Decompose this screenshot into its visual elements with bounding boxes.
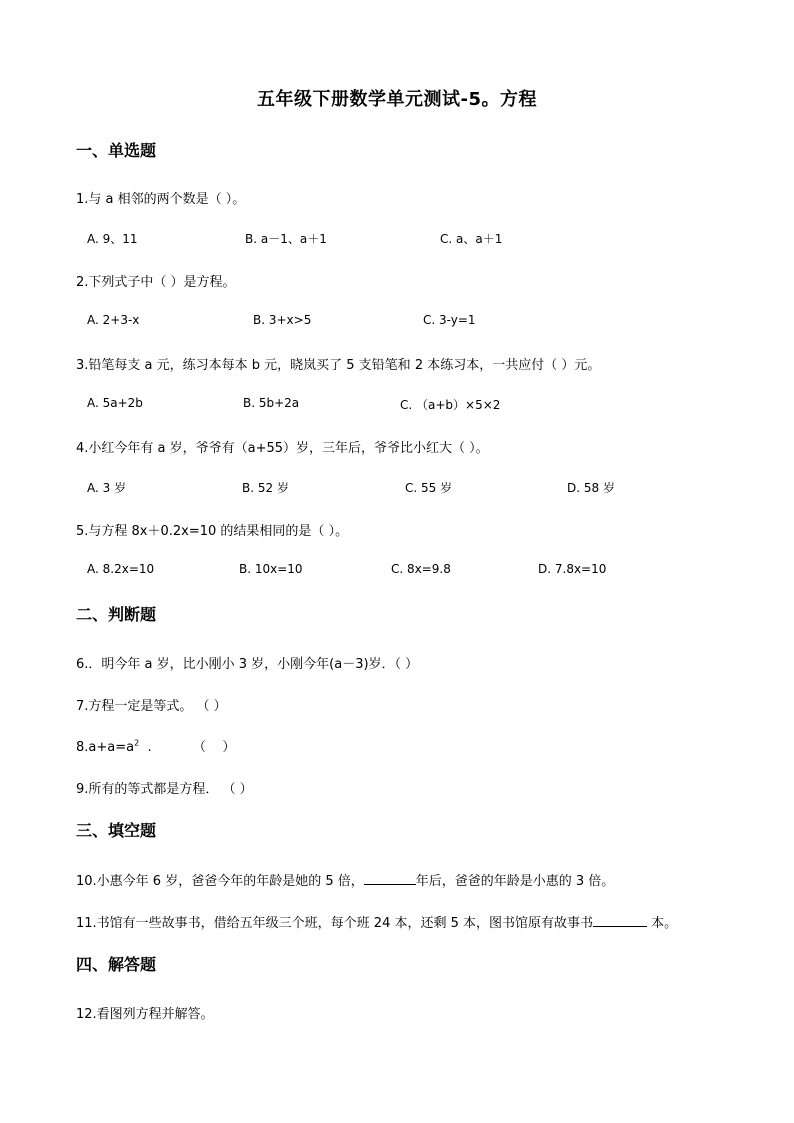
question-12: 12.看图列方程并解答。 [76,1007,214,1022]
section-heading-single-choice: 一、单选题 [76,141,157,160]
question-10 [76,870,614,889]
question-9: 9.所有的等式都是方程． （ ） [76,782,253,797]
question-11 [76,912,677,931]
section-heading-solve: 四、解答题 [76,955,157,974]
question-1-option-b: B. a－1、a＋1 [245,232,327,246]
question-5: 5.与方程 8x＋0.2x=10 的结果相同的是（ ）。 [76,524,349,539]
question-2: 2.下列式子中（ ）是方程。 [76,275,236,290]
question-11-text-end: 本。 [647,916,678,931]
question-1-option-a: A. 9、11 [87,232,138,246]
question-5-option-d: D. 7.8x=10 [538,562,607,576]
question-2-option-c: C. 3-y=1 [423,313,476,327]
question-10-text-end: 年后，爸爸的年龄是小惠的 3 倍。 [415,874,615,889]
question-3-option-b: B. 5b+2a [243,396,300,410]
question-3-option-a: A. 5a+2b [87,396,143,410]
question-3-option-c: C. （a+b）×5×2 [400,398,501,412]
question-8-text-start: 8.a+a=a [76,740,135,755]
question-4-option-d: D. 58 岁 [567,481,615,495]
page-title: 五年级下册数学单元测试-5。方程 [257,89,537,110]
question-4-option-a: A. 3 岁 [87,481,127,495]
question-5-option-c: C. 8x=9.8 [391,562,451,576]
question-7: 7.方程一定是等式。 （ ） [76,699,227,714]
question-2-option-b: B. 3+x>5 [253,313,312,327]
question-1-option-c: C. a、a＋1 [440,232,503,246]
question-5-option-a: A. 8.2x=10 [87,562,155,576]
question-11-answer-blank[interactable] [593,914,647,927]
question-1: 1.与 a 相邻的两个数是（ ）。 [76,192,246,207]
section-heading-true-false: 二、判断题 [76,605,157,624]
question-3: 3.铅笔每支 a 元，练习本每本 b 元，晓岚买了 5 支铅笔和 2 本练习本，一共应付（ ）元。 [76,358,601,373]
section-heading-fill-in: 三、填空题 [76,821,157,840]
question-4-option-b: B. 52 岁 [242,481,289,495]
question-10-text-start: 10.小惠今年 6 岁，爸爸今年的年龄是她的 5 倍， [76,874,364,889]
question-2-option-a: A. 2+3-x [87,313,140,327]
question-4: 4.小红今年有 a 岁，爷爷有（a+55）岁，三年后，爷爷比小红大（ ）。 [76,441,489,456]
question-8-exponent: 2 [134,738,140,748]
question-11-text-start: 11.书馆有一些故事书，借给五年级三个班，每个班 24 本，还剩 5 本，图书馆原有故事书 [76,916,594,931]
question-6: 6.．明今年 a 岁，比小刚小 3 岁，小刚今年(a－3)岁．（ ） [76,657,419,672]
question-5-option-b: B. 10x=10 [239,562,303,576]
question-10-answer-blank[interactable] [364,872,416,885]
question-8 [76,736,235,755]
question-8-text-end: . （ ） [139,740,236,755]
question-4-option-c: C. 55 岁 [405,481,453,495]
